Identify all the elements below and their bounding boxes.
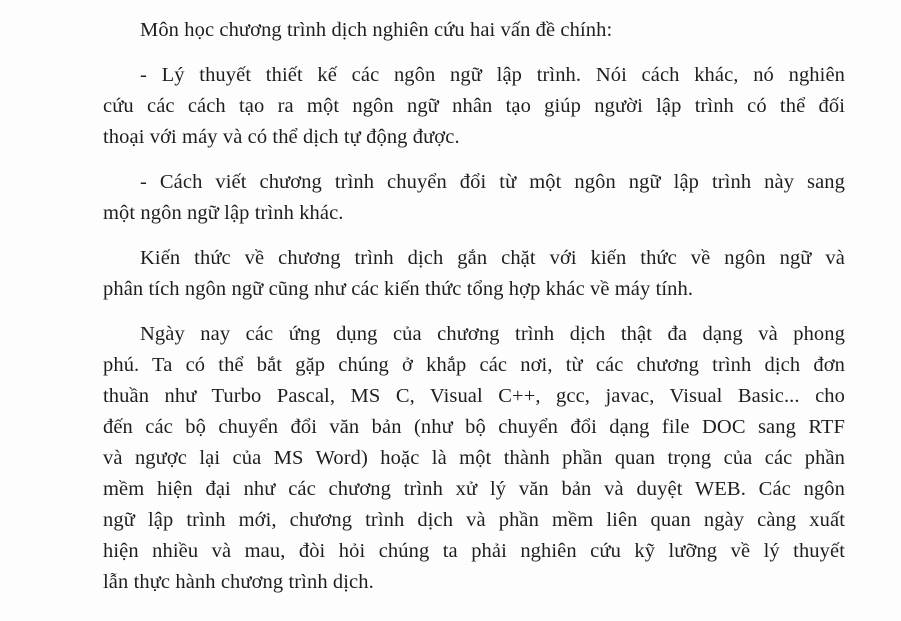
paragraph-point-1-line-1: - Lý thuyết thiết kế các ngôn ngữ lập trình. Nói cách khác, nó nghiên [140, 64, 845, 86]
paragraph-intro-line-1: Môn học chương trình dịch nghiên cứu hai vấn đề chính: [140, 19, 613, 41]
paragraph-knowledge-line-2: phân tích ngôn ngữ cũng như các kiến thức tổng hợp khác về máy tính. [103, 278, 694, 300]
paragraph-applications-line-5: và ngược lại của MS Word) hoặc là một thành phần quan trọng của các phần [103, 447, 845, 469]
paragraph-applications-line-7: ngữ lập trình mới, chương trình dịch và phần mềm liên quan ngày càng xuất [103, 509, 845, 531]
paragraph-applications-line-4: đến các bộ chuyển đổi văn bản (như bộ chuyển đổi dạng file DOC sang RTF [103, 416, 845, 438]
paragraph-applications-line-3: thuần như Turbo Pascal, MS C, Visual C++, gcc, javac, Visual Basic... cho [103, 385, 845, 407]
paragraph-applications-line-9: lẫn thực hành chương trình dịch. [103, 571, 374, 593]
paragraph-applications-line-1: Ngày nay các ứng dụng của chương trình dịch thật đa dạng và phong [140, 323, 845, 345]
paragraph-applications-line-6: mềm hiện đại như các chương trình xử lý văn bản và duyệt WEB. Các ngôn [103, 478, 845, 500]
paragraph-point-2-line-1: - Cách viết chương trình chuyển đổi từ một ngôn ngữ lập trình này sang [140, 171, 845, 193]
paragraph-point-2-line-2: một ngôn ngữ lập trình khác. [103, 202, 344, 224]
paragraph-point-1-line-3: thoại với máy và có thể dịch tự động được. [103, 126, 460, 148]
paragraph-applications-line-8: hiện nhiều và mau, đòi hỏi chúng ta phải nghiên cứu kỹ lưỡng về lý thuyết [103, 540, 845, 562]
paragraph-point-1-line-2: cứu các cách tạo ra một ngôn ngữ nhân tạo giúp người lập trình có thể đối [103, 95, 845, 117]
paragraph-applications-line-2: phú. Ta có thể bắt gặp chúng ở khắp các nơi, từ các chương trình dịch đơn [103, 354, 845, 376]
paragraph-knowledge-line-1: Kiến thức về chương trình dịch gắn chặt với kiến thức về ngôn ngữ và [140, 247, 845, 269]
